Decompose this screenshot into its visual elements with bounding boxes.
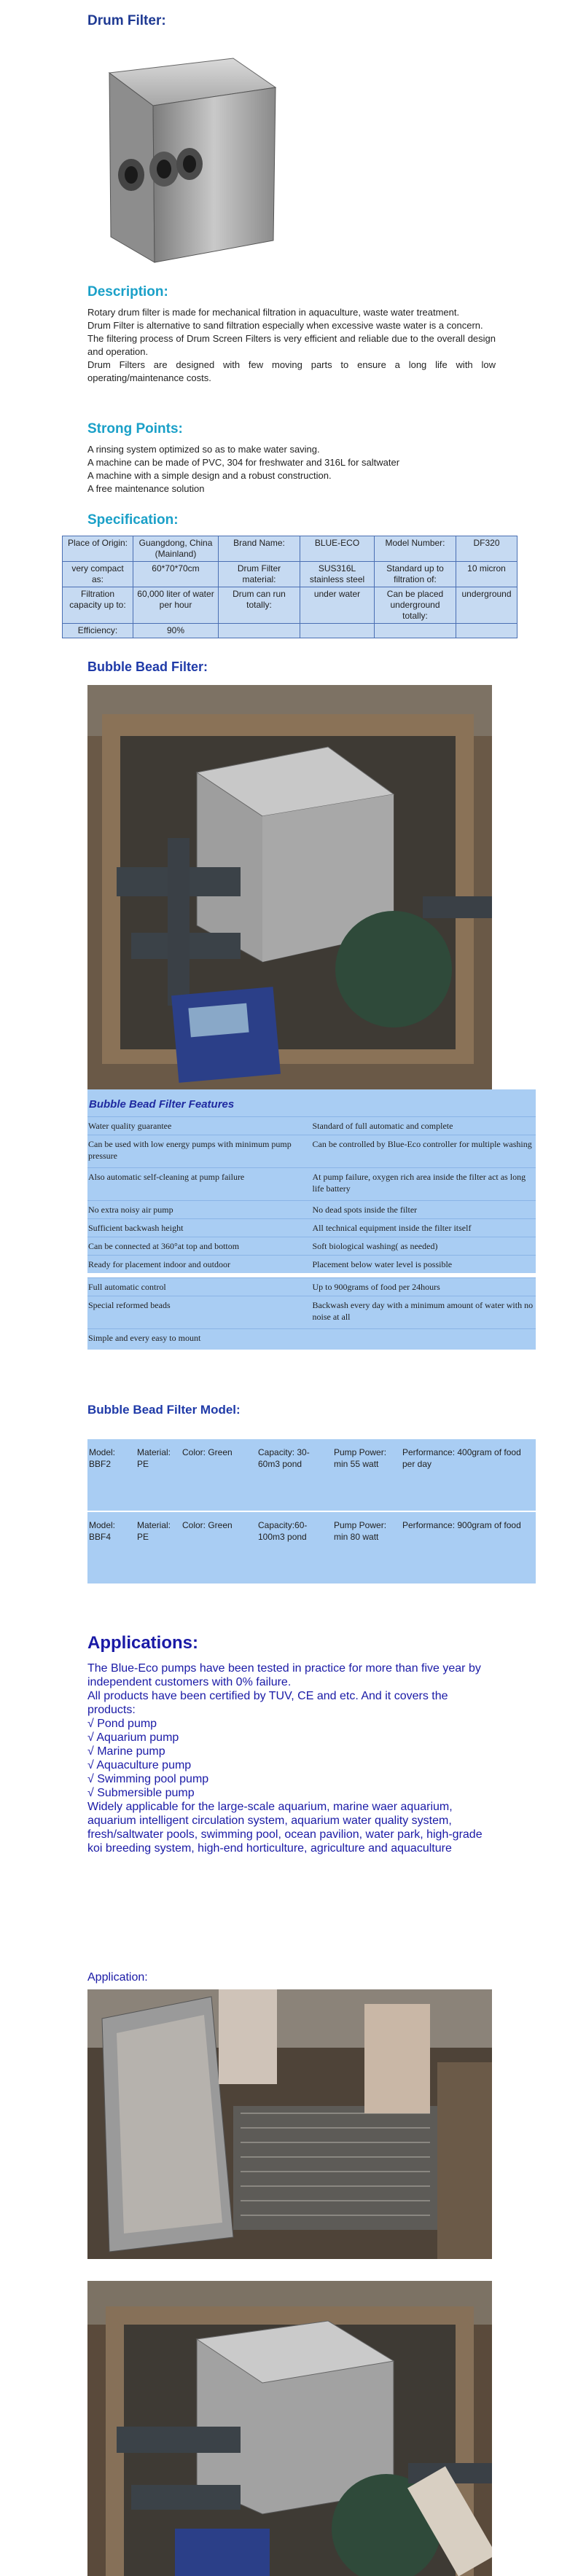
model-cell: Capacity:60-100m3 pond: [258, 1520, 308, 1542]
feature-cell: Water quality guarantee: [88, 1121, 172, 1131]
feature-cell: At pump failure, oxygen rich area inside the filter act as long life battery: [312, 1172, 526, 1194]
spec-cell: underground: [456, 587, 518, 624]
model-cell: Performance: 900gram of food: [402, 1520, 521, 1530]
applications-line: √ Pond pump: [87, 1718, 157, 1730]
description-line: Rotary drum filter is made for mechanical filtration in aquaculture, waste water treatment.: [87, 307, 460, 318]
applications-section: [87, 1633, 496, 1855]
feature-row: [87, 1218, 536, 1237]
spec-cell: DF320: [456, 536, 518, 562]
applications-line: All products have been certified by TUV, CE and etc. And it covers the products:: [87, 1690, 448, 1716]
strong-point-item: A machine with a simple design and a robust construction.: [87, 470, 332, 481]
spec-cell: Drum Filter material:: [219, 562, 300, 587]
model-cell: Color: Green: [182, 1447, 233, 1457]
model-table: [87, 1439, 536, 1583]
description-title: Description:: [87, 284, 168, 300]
spec-cell: Guangdong, China (Mainland): [133, 536, 219, 562]
spec-cell: Drum can run totally:: [219, 587, 300, 624]
applications-line: aquarium intelligent circulation system, aquarium water quality system,: [87, 1814, 452, 1827]
feature-cell: Can be controlled by Blue-Eco controller for multiple washing: [312, 1139, 532, 1149]
feature-cell: Ready for placement indoor and outdoor: [88, 1259, 230, 1269]
strong-point-item: A free maintenance solution: [87, 483, 205, 494]
applications-line: fresh/saltwater pools, swimming pool, ocean pavilion, water park, high-grade: [87, 1828, 483, 1841]
feature-cell: Placement below water level is possible: [312, 1259, 453, 1269]
features-title: Bubble Bead Filter Features: [87, 1089, 536, 1116]
feature-row: [87, 1200, 536, 1218]
feature-cell: Also automatic self-cleaning at pump failure: [88, 1172, 245, 1182]
spec-cell: Brand Name:: [219, 536, 300, 562]
feature-cell: All technical equipment inside the filter itself: [312, 1223, 472, 1233]
feature-cell: Backwash every day with a minimum amount of water with no noise at all: [312, 1300, 534, 1322]
feature-row: [87, 1296, 536, 1328]
strong-points-list: [87, 443, 496, 496]
feature-cell: Can be used with low energy pumps with minimum pump pressure: [88, 1139, 292, 1161]
feature-cell: Sufficient backwash height: [88, 1223, 184, 1233]
feature-cell: Up to 900grams of food per 24hours: [312, 1282, 440, 1292]
description-text: [87, 306, 496, 385]
feature-row: [87, 1167, 536, 1200]
strong-points-title: Strong Points:: [87, 421, 183, 436]
feature-cell: Can be connected at 360°at top and bottom: [88, 1241, 240, 1251]
spec-row: [63, 624, 518, 638]
feature-row: [87, 1135, 536, 1167]
spec-row: [63, 536, 518, 562]
spec-cell: Efficiency:: [63, 624, 133, 638]
spec-cell: [219, 624, 300, 638]
applications-line: koi breeding system, high-end horticulture, agriculture and aquaculture: [87, 1842, 452, 1855]
description-line: Drum Filters are designed with few moving parts to ensure a long life with low operating/maintenance costs.: [87, 359, 496, 383]
feature-cell: Special reformed beads: [88, 1300, 171, 1310]
spec-cell: Filtration capacity up to:: [63, 587, 133, 624]
model-cell: Performance: 400gram of food per day: [402, 1447, 521, 1469]
spec-cell: Can be placed underground totally:: [375, 587, 456, 624]
feature-row: [87, 1328, 536, 1350]
spec-cell: 60,000 liter of water per hour: [133, 587, 219, 624]
applications-line: √ Aquarium pump: [87, 1731, 179, 1744]
feature-cell: Full automatic control: [88, 1282, 166, 1292]
application-label: Application:: [87, 1971, 148, 1984]
specification-table: [62, 536, 518, 638]
model-cell: Capacity: 30-60m3 pond: [258, 1447, 310, 1469]
feature-row: [87, 1116, 536, 1135]
drum-filter-image: [87, 44, 284, 270]
spec-cell: Model Number:: [375, 536, 456, 562]
feature-cell: Soft biological washing( as needed): [312, 1241, 438, 1251]
feature-cell: No dead spots inside the filter: [312, 1205, 418, 1215]
spec-cell: 60*70*70cm: [133, 562, 219, 587]
spec-row: [63, 562, 518, 587]
applications-line: Widely applicable for the large-scale aquarium, marine waer aquarium,: [87, 1801, 453, 1813]
specification-title: Specification:: [87, 512, 179, 528]
spec-cell: Place of Origin:: [63, 536, 133, 562]
spec-cell: BLUE-ECO: [300, 536, 375, 562]
feature-row: [87, 1277, 536, 1296]
spec-cell: 90%: [133, 624, 219, 638]
application-photo-bubble: [87, 2281, 492, 2576]
applications-line: √ Submersible pump: [87, 1787, 195, 1799]
model-cell: Model: BBF4: [89, 1520, 116, 1542]
spec-cell: under water: [300, 587, 375, 624]
model-cell: Material: PE: [137, 1447, 171, 1469]
description-line: The filtering process of Drum Screen Filters is very efficient and reliable due to the overall design and operation.: [87, 333, 496, 357]
spec-row: [63, 587, 518, 624]
applications-title: Applications:: [87, 1633, 199, 1653]
bubble-bead-filter-image: [87, 685, 492, 1089]
spec-cell: SUS316L stainless steel: [300, 562, 375, 587]
description-line: Drum Filter is alternative to sand filtration especially when excessive waste water is a concern.: [87, 320, 483, 331]
drum-filter-title: Drum Filter:: [87, 13, 166, 28]
applications-line: √ Marine pump: [87, 1745, 165, 1758]
applications-line: √ Aquaculture pump: [87, 1759, 192, 1772]
bubble-bead-title: Bubble Bead Filter:: [87, 659, 208, 674]
model-cell: Material: PE: [137, 1520, 171, 1542]
spec-cell: [456, 624, 518, 638]
spec-cell: Standard up to filtration of:: [375, 562, 456, 587]
spec-cell: [375, 624, 456, 638]
strong-point-item: A rinsing system optimized so as to make water saving.: [87, 444, 320, 455]
feature-cell: Simple and every easy to mount: [88, 1333, 201, 1343]
strong-point-item: A machine can be made of PVC, 304 for freshwater and 316L for saltwater: [87, 457, 400, 468]
applications-line: The Blue-Eco pumps have been tested in practice for more than five year by independent customers with 0% failure.: [87, 1662, 481, 1688]
model-cell: Pump Power: min 80 watt: [334, 1520, 387, 1542]
feature-cell: Standard of full automatic and complete: [312, 1121, 453, 1131]
spec-cell: [300, 624, 375, 638]
applications-line: √ Swimming pool pump: [87, 1773, 209, 1785]
application-photo-drum: [87, 1989, 492, 2259]
model-cell: Pump Power: min 55 watt: [334, 1447, 387, 1469]
model-row: [87, 1512, 536, 1583]
spec-cell: 10 micron: [456, 562, 518, 587]
model-cell: Model: BBF2: [89, 1447, 116, 1469]
spec-cell: very compact as:: [63, 562, 133, 587]
feature-cell: [312, 1329, 536, 1350]
model-cell: Color: Green: [182, 1520, 233, 1530]
features-table: [87, 1089, 536, 1350]
feature-row: [87, 1255, 536, 1273]
feature-cell: No extra noisy air pump: [88, 1205, 173, 1215]
model-row: [87, 1439, 536, 1511]
model-title: Bubble Bead Filter Model:: [87, 1403, 241, 1417]
feature-row: [87, 1237, 536, 1255]
